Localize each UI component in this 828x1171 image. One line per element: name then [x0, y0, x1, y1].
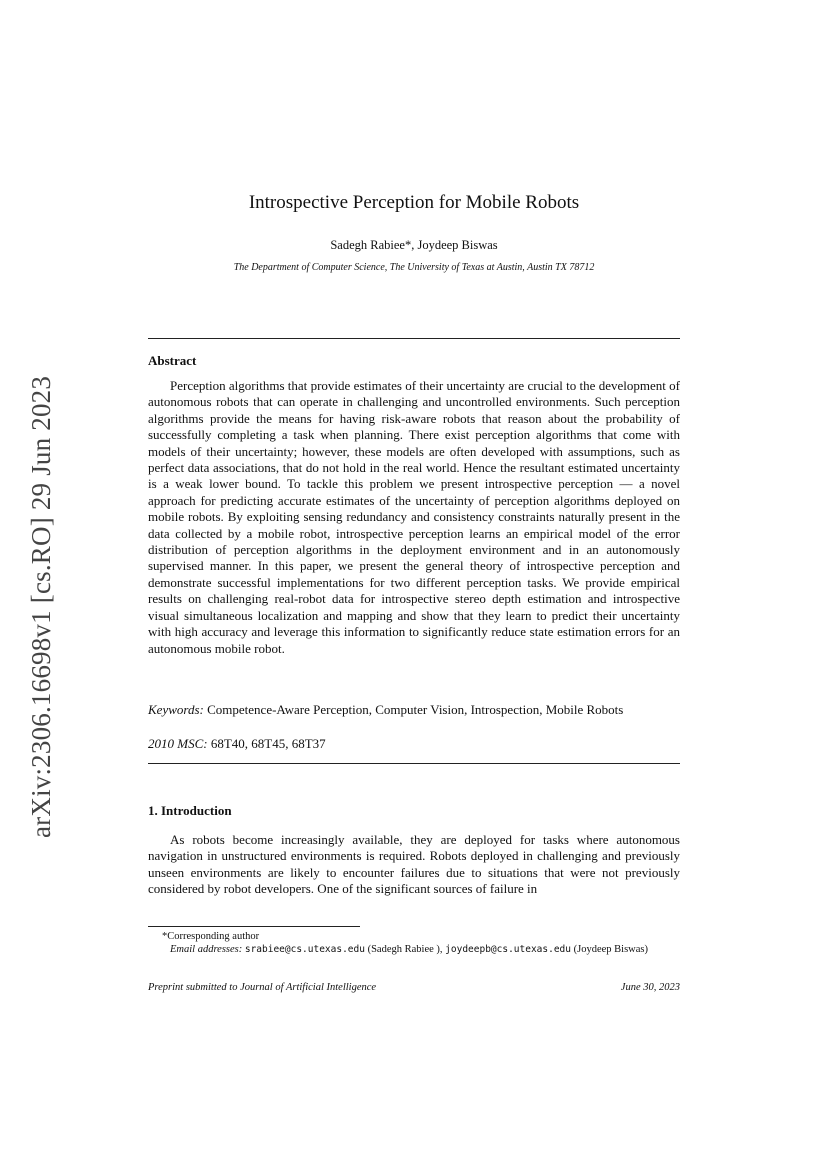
footnote-emails: [148, 943, 680, 957]
msc-line: [148, 736, 680, 752]
paper-affiliation: The Department of Computer Science, The University of Texas at Austin, Austin TX 78712: [233, 262, 595, 273]
footnote-rule: [148, 926, 360, 927]
abstract-text: Perception algorithms that provide estimates of their uncertainty are crucial to the development of autonomous robots that can operate in challenging and uncontrolled environments. Such perception algorithms provide the means for having risk-aware robots that reason about the probability of successfully completing a task when planning. There exist perception algorithms that come with models of their uncertainty; however, these models are often developed with assumptions, such as perfect data associations, that do not hold in the real world. Hence the resultant estimated uncertainty is a weak lower bound. To tackle this problem we present introspective perception — a novel approach for predicting accurate estimates of the uncertainty of perception algorithms deployed on mobile robots. By exploiting sensing redundancy and consistency constraints naturally present in the data collected by a mobile robot, introspective perception learns an empirical model of the error distribution of perception algorithms in the deployment environment and in an autonomously supervised manner. In this paper, we present the general theory of introspective perception and demonstrate successful implementations for two different perception tasks. We provide empirical results on challenging real-robot data for introspective stereo depth estimation and introspective visual simultaneous localization and mapping and show that they learn to predict their uncertainty with high accuracy and leverage this information to significantly reduce state estimation errors for an autonomous mobile robot.: [148, 378, 680, 656]
abstract-bottom-rule: [148, 763, 680, 764]
intro-heading: 1. Introduction: [148, 803, 232, 818]
footer-date: June 30, 2023: [620, 982, 680, 993]
msc-label: 2010 MSC:: [148, 736, 208, 751]
email-name-biswas: (Joydeep Biswas): [573, 944, 648, 955]
footnote-corresponding: *Corresponding author: [162, 931, 260, 942]
email-label: Email addresses:: [170, 944, 243, 955]
keywords-text: Competence-Aware Perception, Computer Vision, Introspection, Mobile Robots: [207, 702, 624, 717]
msc-text: 68T40, 68T45, 68T37: [210, 736, 326, 751]
email-name-rabiee: (Sadegh Rabiee ),: [367, 944, 443, 955]
paper-authors: Sadegh Rabiee*, Joydeep Biswas: [330, 238, 498, 252]
intro-text: As robots become increasingly available, they are deployed for tasks where autonomous navigation in unstructured environments is required. Robots deployed in challenging and previously unseen environments are likely to encounter failures due to situations that were not previously considered by robot developers. One of the significant sources of failure in: [148, 832, 680, 897]
keywords-label: Keywords:: [148, 702, 204, 717]
paper-title: Introspective Perception for Mobile Robots: [248, 192, 580, 213]
keywords-line: [148, 702, 680, 718]
arxiv-identifier: arXiv:2306.16698v1 [cs.RO] 29 Jun 2023: [26, 375, 56, 838]
abstract-heading: Abstract: [148, 353, 197, 368]
email-link-rabiee[interactable]: srabiee@cs.utexas.edu: [244, 944, 365, 955]
page-footer: [148, 982, 680, 993]
abstract-top-rule: [148, 338, 680, 339]
email-link-biswas[interactable]: joydeepb@cs.utexas.edu: [445, 944, 571, 955]
footer-journal: Preprint submitted to Journal of Artificial Intelligence: [148, 982, 377, 993]
